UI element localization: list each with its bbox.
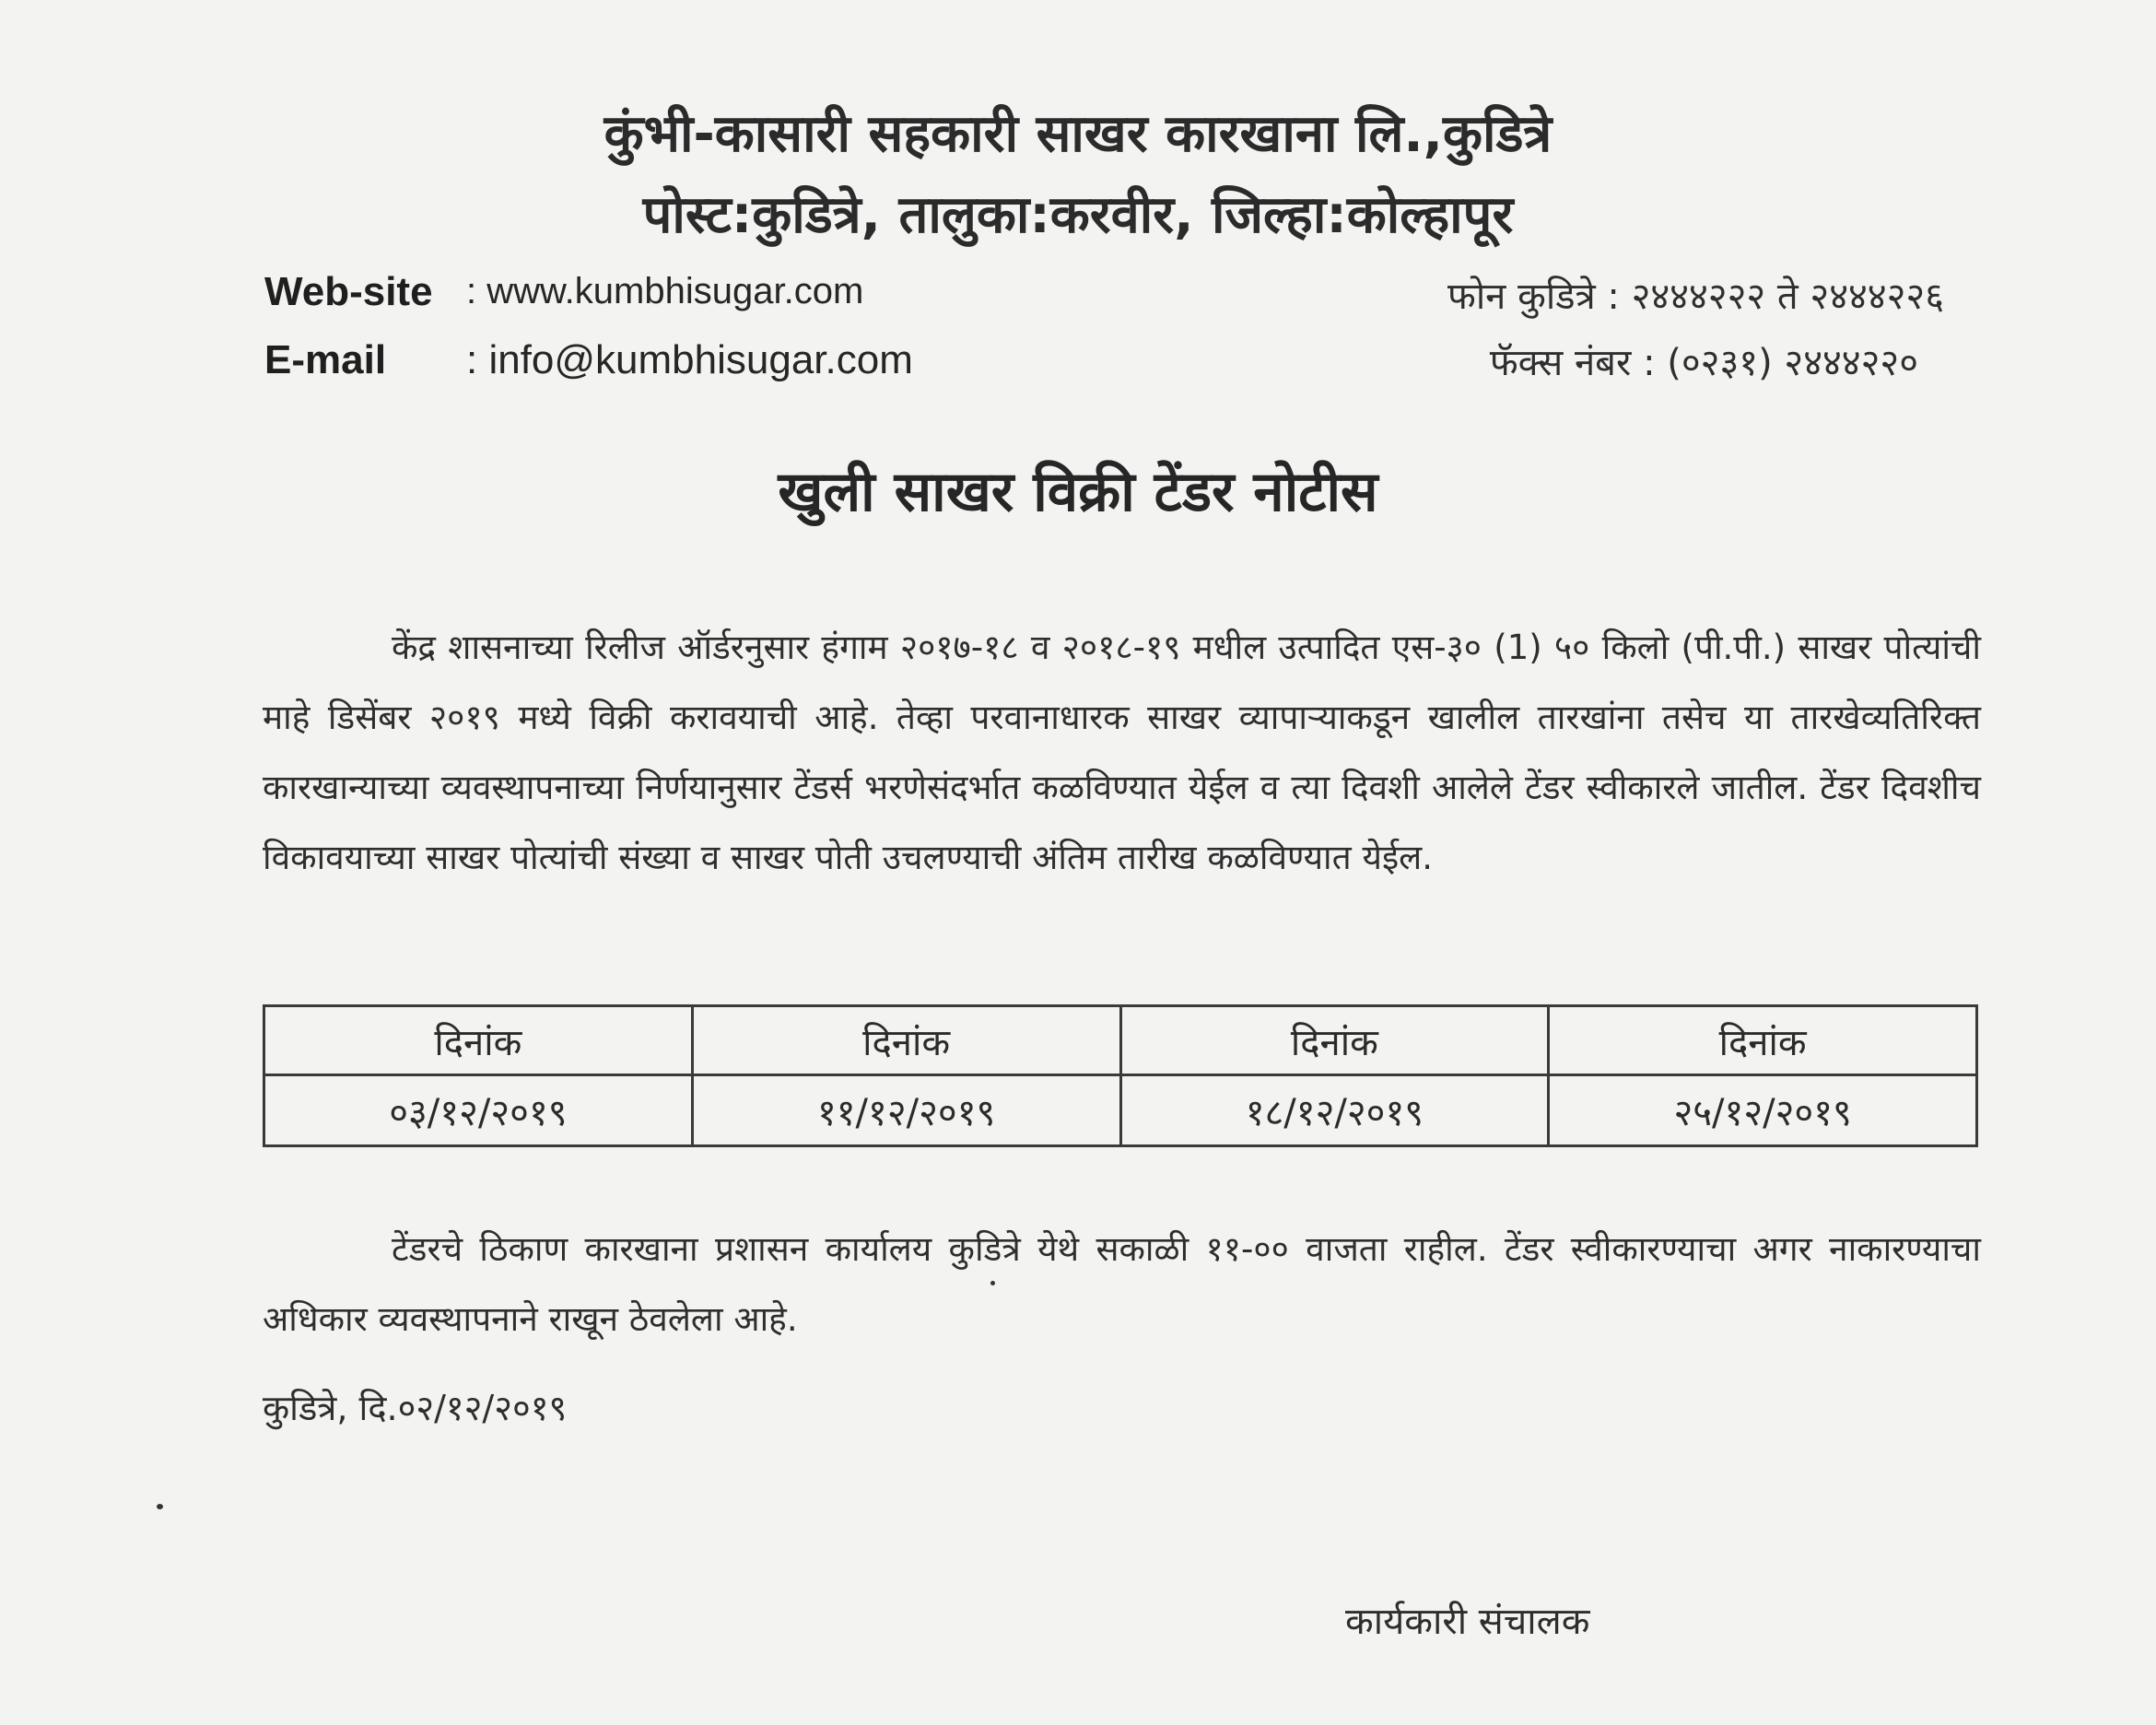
notice-paragraph-2: टेंडरचे ठिकाण कारखाना प्रशासन कार्यालय कुडित्रे येथे सकाळी ११-०० वाजता राहील. टेंडर स्वीकारण्याचा अगर नाकारण्याचा अधिकार व्यवस्थापनाने राखून ठेवलेला आहे. [263, 1229, 1981, 1339]
website-value: : www.kumbhisugar.com [466, 271, 864, 311]
table-row [264, 1075, 1977, 1146]
signatory-designation: कार्यकारी संचालक [1345, 1601, 1590, 1643]
fax-number: फॅक्स नंबर : (०२३१) २४४४२२० [1489, 342, 1918, 384]
tender-date-cell: २५/१२/२०१९ [1549, 1075, 1977, 1146]
organization-name: कुंभी-कासारी सहकारी साखर कारखाना लि.,कुडित्रे [603, 104, 1553, 164]
notice-title: खुली साखर विक्री टेंडर नोटीस [778, 460, 1378, 524]
organization-address: पोस्ट:कुडित्रे, तालुका:करवीर, जिल्हा:कोल्हापूर [642, 185, 1514, 245]
tender-date-cell: १८/१२/२०१९ [1120, 1075, 1549, 1146]
scan-speck [157, 1504, 163, 1509]
place-and-date: कुडित्रे, दि.०२/१२/२०१९ [263, 1388, 568, 1428]
phone-numbers: फोन कुडित्रे : २४४४२२२ ते २४४४२२६ [1447, 276, 1944, 318]
notice-paragraph-1: केंद्र शासनाच्या रिलीज ऑर्डरनुसार हंगाम २०१७-१८ व २०१८-१९ मधील उत्पादित एस-३० (1) ५० किलो (पी.पी.) साखर पोत्यांची माहे डिसेंबर २०१९ मध्ये विक्री करावयाची आहे. तेव्हा परवानाधारक साखर व्यापाऱ्याकडून खालील तारखांना तसेच या तारखेव्यतिरिक्त कारखान्याच्या व्यवस्थापनाच्या निर्णयानुसार टेंडर्स भरणेसंदर्भात कळविण्यात येईल व त्या दिवशी आलेले टेंडर स्वीकारले जातील. टेंडर दिवशीच विकावयाच्या साखर पोत्यांची संख्या व साखर पोती उचलण्याची अंतिम तारीख कळविण्यात येईल. [263, 628, 1981, 877]
email-value: : info@kumbhisugar.com [466, 337, 913, 382]
table-header-cell: दिनांक [692, 1006, 1120, 1075]
website-label: Web-site [264, 269, 433, 314]
tender-dates-table [263, 1004, 1978, 1147]
tender-date-cell: ११/१२/२०१९ [692, 1075, 1120, 1146]
email-label: E-mail [264, 337, 387, 382]
table-header-cell: दिनांक [1549, 1006, 1977, 1075]
tender-date-cell: ०३/१२/२०१९ [264, 1075, 693, 1146]
table-header-row [264, 1006, 1977, 1075]
scan-speck [990, 1281, 995, 1285]
table-header-cell: दिनांक [264, 1006, 693, 1075]
table-header-cell: दिनांक [1120, 1006, 1549, 1075]
